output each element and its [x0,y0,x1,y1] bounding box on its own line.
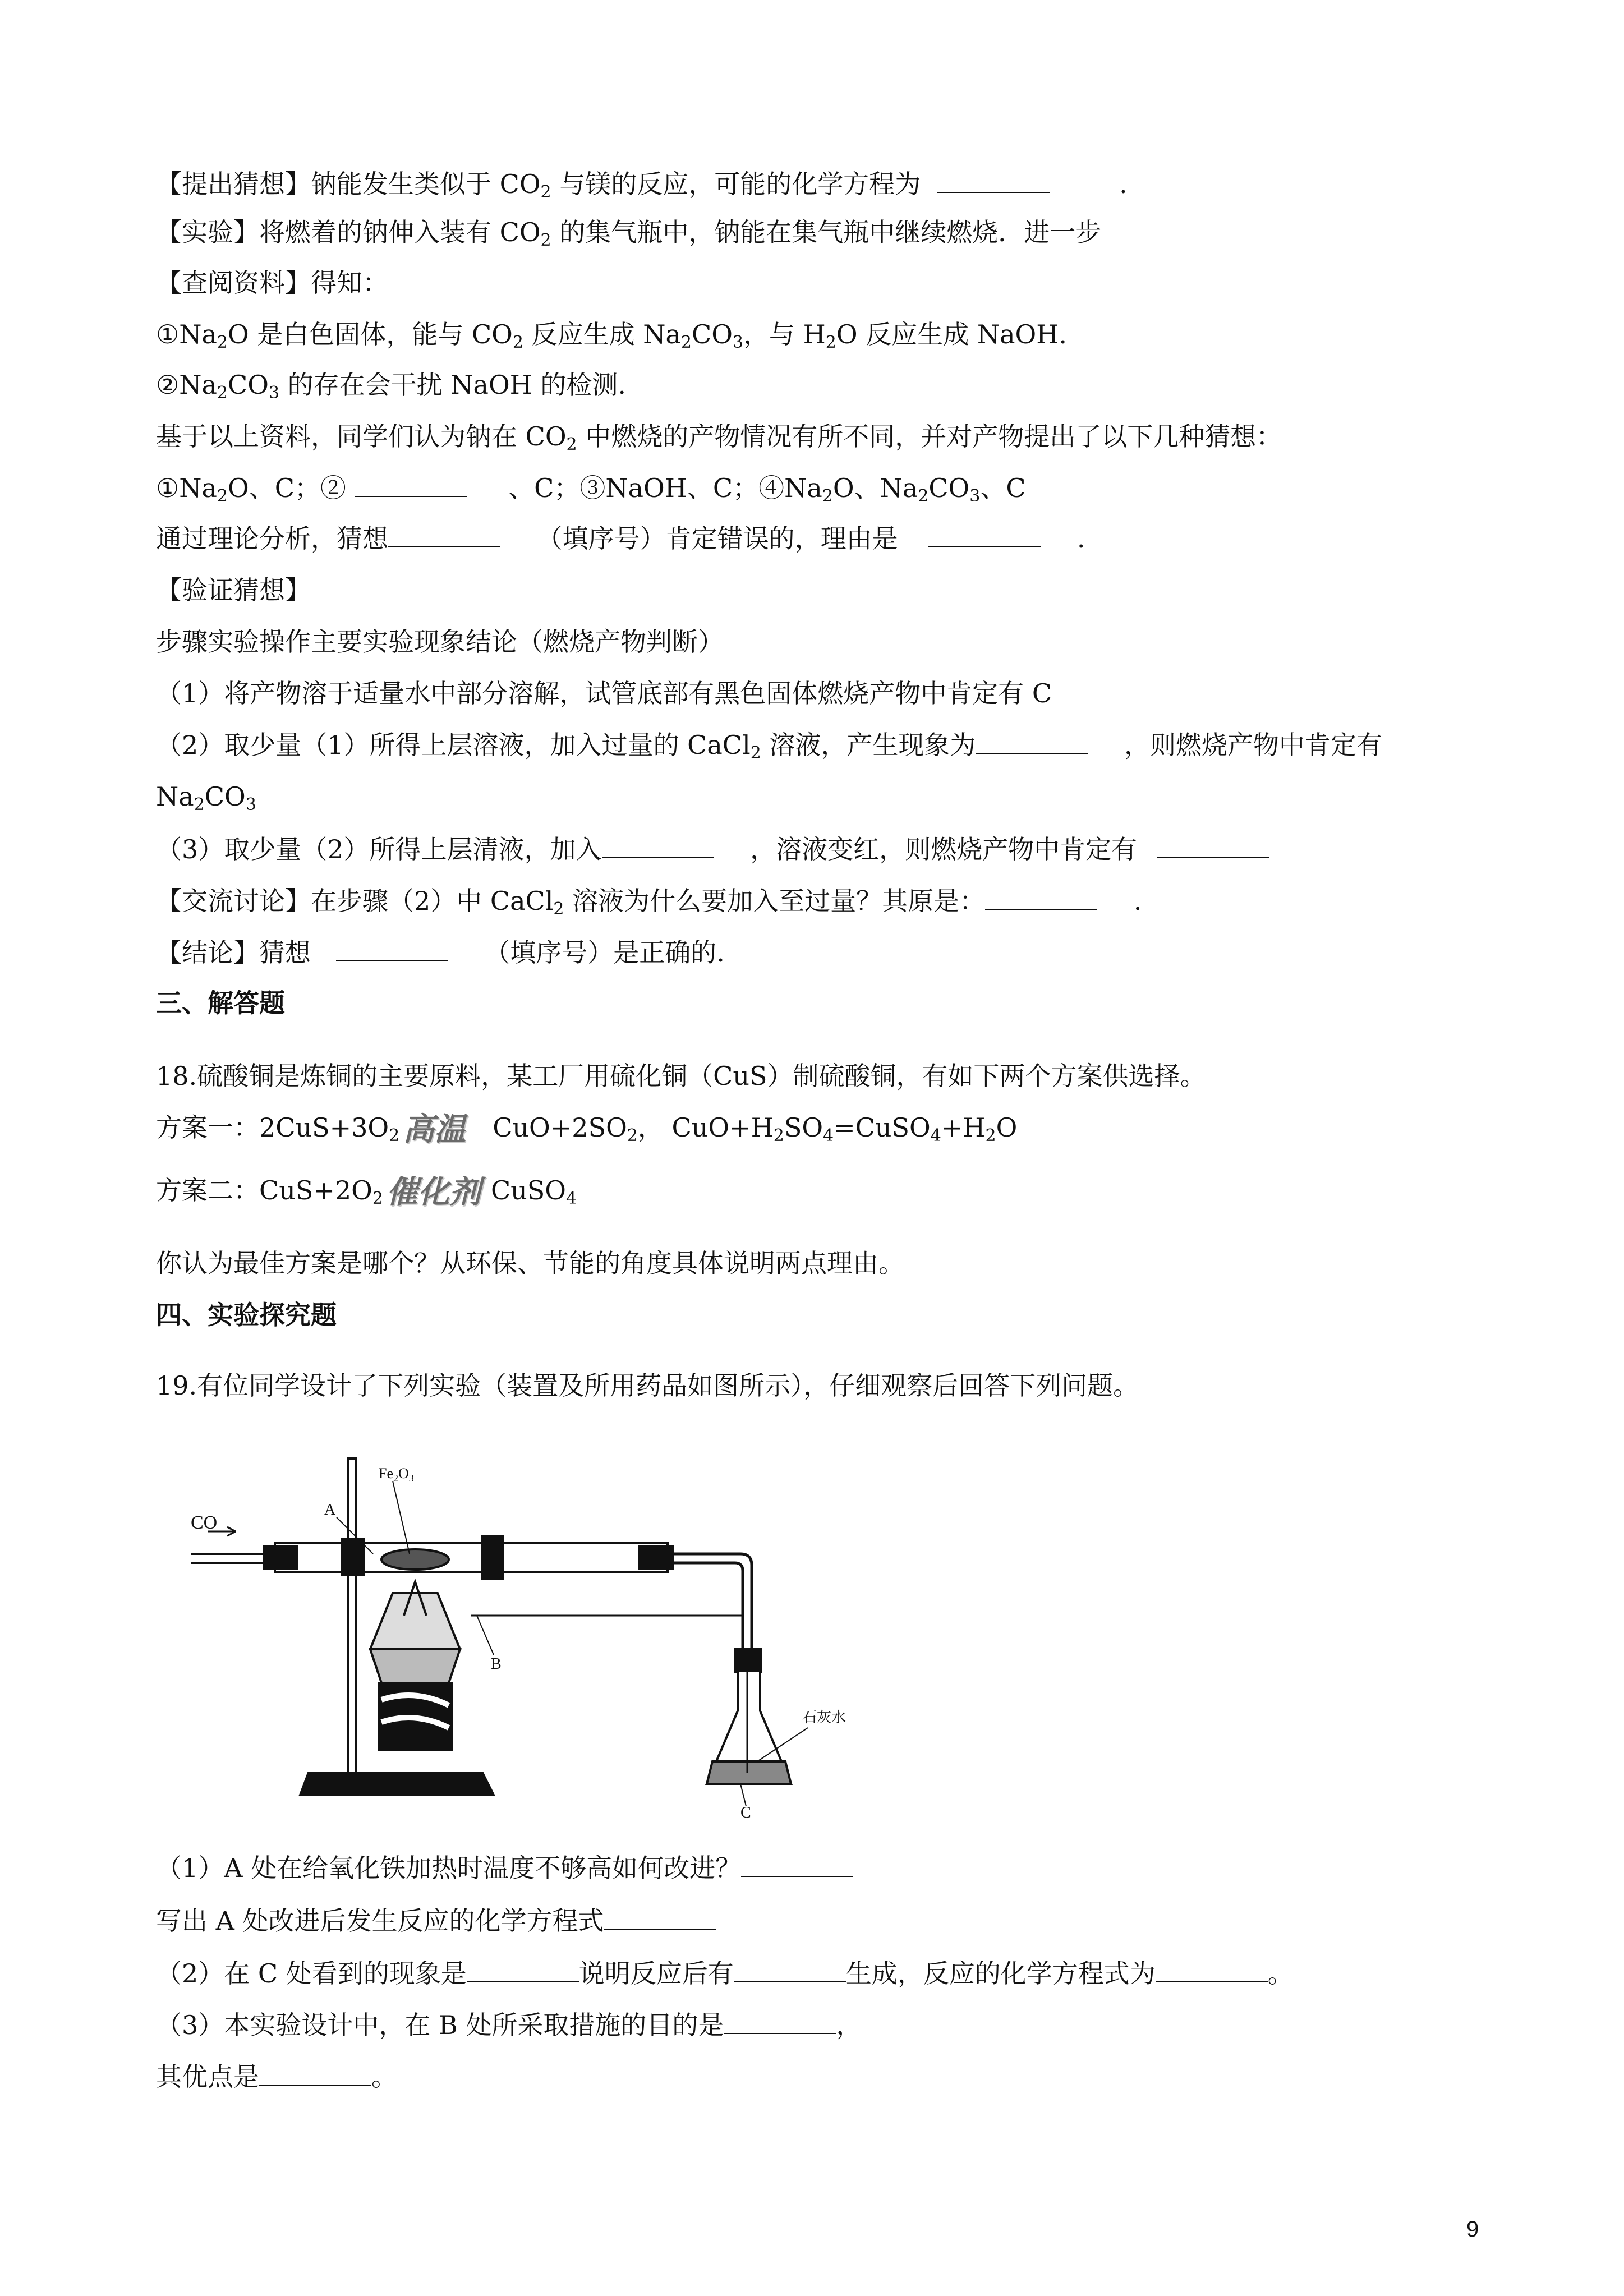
subscript: 3 [969,486,981,506]
subscript: 2 [372,1189,383,1208]
text: （3）取少量（2）所得上层清液，加入 [156,834,602,864]
text: （2）取少量（1）所得上层溶液，加入过量的 CaCl [156,730,751,760]
text: CO [228,370,269,400]
text: （1）A 处在给氧化铁加热时温度不够高如何改进？ [156,1853,742,1883]
label-b: B [491,1655,502,1673]
text: 中燃烧的产物情况有所不同，并对产物提出了以下几种猜想： [577,421,1282,452]
step-1: （1）将产物溶于适量水中部分溶解，试管底部有黑色固体燃烧产物中肯定有 C [156,678,1052,708]
text: O 反应生成 NaOH. [836,319,1067,349]
text: CuSO [490,1175,566,1205]
hypothesis-line [156,167,1128,201]
step-2-cont [156,780,256,813]
question-19-part-3b [156,2060,397,2093]
subscript: 2 [750,743,761,763]
question-19-part-1 [156,1851,853,1885]
subscript: 2 [680,333,692,352]
subscript: 2 [540,231,551,250]
text: ②Na [156,370,217,400]
text: 通过理论分析，猜想 [156,523,388,554]
reference-line: 【查阅资料】得知： [156,268,388,298]
subscript: 2 [194,795,205,815]
subscript: 2 [217,333,228,352]
text: ①Na [156,319,217,349]
subscript: 2 [217,383,228,403]
answer-blank[interactable] [976,728,1088,754]
label-c: C [740,1804,751,1818]
subscript: 2 [822,486,833,506]
text: （填序号）肯定错误的，理由是 [528,523,907,554]
plan-2 [156,1174,577,1209]
text: 与镁的反应，可能的化学方程为 [551,169,929,199]
text: ，则燃烧产物中肯定有 [1116,730,1383,760]
text: 说明反应后有 [578,1958,734,1989]
question-19-part-2 [156,1957,1294,1990]
text: CO [692,319,733,349]
text: CO [928,473,970,503]
answer-blank[interactable] [937,167,1050,193]
question-18-prompt: 你认为最佳方案是哪个？从环保、节能的角度具体说明两点理由。 [156,1248,904,1278]
text: ， CuO+H [637,1112,774,1143]
text: 写出 A 处改进后发生反应的化学方程式 [156,1906,604,1936]
question-19-part-3 [156,2008,862,2042]
answer-blank[interactable] [734,1957,846,1982]
answer-blank[interactable] [741,1851,853,1877]
subscript: 2 [825,333,836,352]
reaction-condition-label: 催化剂 [386,1174,481,1211]
text: =CuSO [834,1112,931,1143]
text: +H [941,1112,986,1143]
answer-blank[interactable] [928,522,1041,547]
limewater-liquid [707,1761,791,1784]
text: 【交流讨论】在步骤（2）中 CaCl [156,886,554,916]
subscript: 2 [540,182,551,202]
text: ，溶液变红，则燃烧产物中肯定有 [742,834,1145,864]
answer-blank[interactable] [724,2008,836,2034]
question-19-part-1b [156,1904,716,1938]
subscript: 2 [512,333,523,352]
subscript: 4 [823,1126,834,1145]
text: 、C [980,473,1026,503]
flask-stopper [735,1649,761,1672]
label-a: A [324,1501,336,1519]
text: . [1125,886,1142,916]
answer-blank[interactable] [602,832,714,858]
co-reduction-apparatus-figure [180,1447,909,1818]
fact-2 [156,368,626,402]
fe2o3-sample [381,1549,449,1570]
subscript: 2 [566,435,577,454]
text: O [996,1112,1018,1143]
basis-line [156,420,1282,453]
analysis-line [156,522,1085,555]
table-header-line: 步骤实验操作主要实验现象结论（燃烧产物判断） [156,627,724,657]
text: . [1111,169,1128,199]
answer-blank[interactable] [985,884,1097,910]
answer-blank[interactable] [336,936,448,961]
hypotheses-list [156,471,1026,505]
stopper-left [264,1546,297,1568]
question-18: 18.硫酸铜是炼铜的主要原料，某工厂用硫化铜（CuS）制硫酸铜，有如下两个方案供选择。 [156,1061,1206,1091]
page-number: 9 [1466,2217,1479,2242]
clamp [342,1539,364,1575]
text: Na [156,781,194,812]
text: 反应生成 Na [523,319,681,349]
text: （3）本实验设计中，在 B 处所采取措施的目的是 [156,2010,724,2040]
text: 方案一：2CuS+3O [156,1112,389,1143]
stopper-right [640,1546,673,1568]
reaction-condition-label: 高温 [403,1111,466,1148]
step-2 [156,728,1382,762]
subscript: 2 [553,899,564,919]
subscript: 4 [566,1189,577,1208]
fact-1 [156,318,1067,351]
text: O 是白色固体，能与 CO [228,319,513,349]
label-co: CO [191,1512,218,1533]
text: 的集气瓶中，钠能在集气瓶中继续燃烧．进一步 [551,217,1102,247]
text: SO [784,1112,823,1143]
text: （2）在 C 处看到的现象是 [156,1958,467,1989]
text: 溶液为什么要加入至过量？其原是： [564,886,986,916]
conclusion-line [156,936,725,969]
subscript: 3 [732,333,744,352]
answer-blank[interactable] [388,522,500,547]
text: 的存在会干扰 NaOH 的检测. [279,370,627,400]
glass-tube [275,1543,668,1572]
text: CO [204,781,246,812]
answer-blank[interactable] [355,471,467,497]
subscript: 2 [389,1126,400,1145]
text: ， [836,2010,862,2040]
label-limewater: 石灰水 [802,1709,846,1726]
text: 、C；③NaOH、C；④Na [500,473,822,503]
text: 其优点是 [156,2062,259,2092]
label-fe2o3: $Fe_2O_3$ [379,1465,414,1484]
section-4-heading: 四、实验探究题 [156,1300,337,1330]
discussion-line [156,884,1142,918]
stand-rod [348,1458,356,1773]
text: 【提出猜想】钠能发生类似于 CO [156,169,541,199]
subscript: 2 [773,1126,784,1145]
text: O、C；② [228,473,355,503]
subscript: 3 [268,383,280,403]
text: 生成，反应的化学方程式为 [845,1958,1156,1989]
subscript: 4 [930,1126,941,1145]
text: . [1069,523,1085,554]
text: 基于以上资料，同学们认为钠在 CO [156,421,567,452]
subscript: 2 [918,486,929,506]
text: 。 [371,2062,397,2092]
experiment-line [156,215,1101,249]
stand-base [300,1773,494,1795]
answer-blank[interactable] [467,1957,579,1982]
text: ，与 H [743,319,826,349]
text: 溶液，产生现象为 [761,730,976,760]
text: O、Na [832,473,918,503]
answer-blank[interactable] [1157,832,1269,858]
section-3-heading: 三、解答题 [156,988,285,1018]
clamp-right [482,1536,503,1579]
plan-1 [156,1111,1017,1147]
text: （填序号）是正确的. [476,937,725,968]
text: 【结论】猜想 [156,937,319,968]
subscript: 2 [627,1126,638,1145]
question-19: 19.有位同学设计了下列实验（装置及所用药品如图所示），仔细观察后回答下列问题。 [156,1370,1139,1401]
answer-blank[interactable] [259,2060,371,2086]
text: CuO+2SO [493,1112,627,1143]
subscript: 3 [245,795,256,815]
subscript: 2 [217,486,228,506]
answer-blank[interactable] [604,1904,716,1930]
text: ①Na [156,473,217,503]
answer-blank[interactable] [1156,1957,1268,1982]
text: 。 [1267,1958,1294,1989]
verify-heading: 【验证猜想】 [156,575,311,605]
text: 方案二：CuS+2O [156,1175,372,1205]
subscript: 2 [985,1126,996,1145]
text: 【实验】将燃着的钠伸入装有 CO [156,217,541,247]
step-3 [156,832,1269,866]
